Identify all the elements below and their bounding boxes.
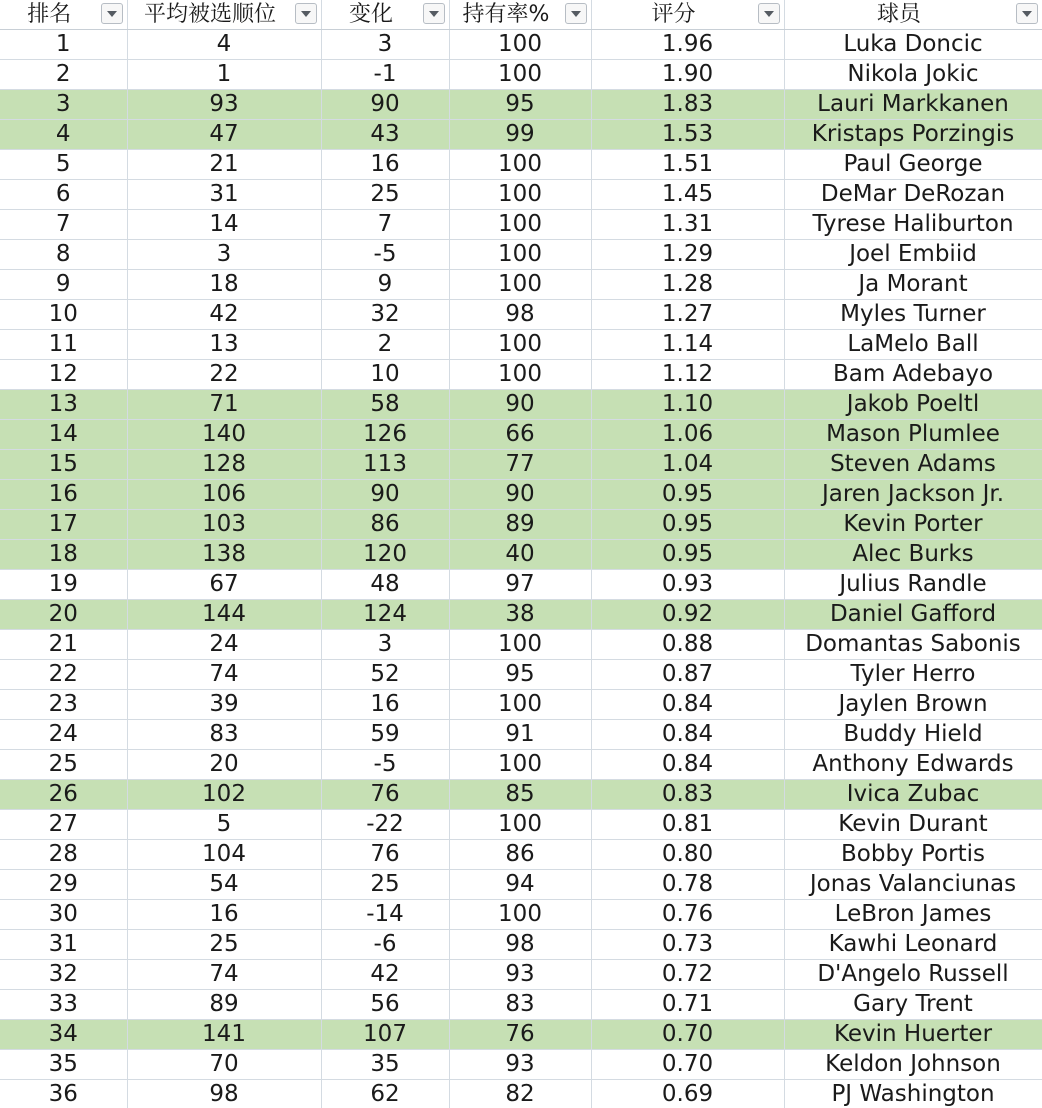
cell-change[interactable]: 2: [321, 330, 449, 360]
cell-avg-pick[interactable]: 31: [127, 180, 321, 210]
cell-rating[interactable]: 0.73: [591, 930, 784, 960]
table-row[interactable]: [0, 510, 1042, 540]
cell-player[interactable]: Paul George: [784, 150, 1042, 180]
table-row[interactable]: [0, 1020, 1042, 1050]
cell-rank[interactable]: 35: [0, 1050, 127, 1080]
table-row[interactable]: [0, 990, 1042, 1020]
table-row[interactable]: [0, 30, 1042, 60]
cell-avg-pick[interactable]: 70: [127, 1050, 321, 1080]
cell-avg-pick[interactable]: 74: [127, 660, 321, 690]
cell-rank[interactable]: 20: [0, 600, 127, 630]
cell-rank[interactable]: 5: [0, 150, 127, 180]
cell-rank[interactable]: 23: [0, 690, 127, 720]
filter-dropdown-button[interactable]: [423, 3, 445, 24]
cell-avg-pick[interactable]: 98: [127, 1080, 321, 1108]
cell-rank[interactable]: 21: [0, 630, 127, 660]
cell-avg-pick[interactable]: 3: [127, 240, 321, 270]
column-header-change[interactable]: [321, 0, 449, 30]
table-row[interactable]: [0, 540, 1042, 570]
cell-rank[interactable]: 4: [0, 120, 127, 150]
cell-ownership[interactable]: 100: [449, 360, 591, 390]
cell-rank[interactable]: 17: [0, 510, 127, 540]
cell-avg-pick[interactable]: 25: [127, 930, 321, 960]
cell-change[interactable]: 126: [321, 420, 449, 450]
cell-player[interactable]: Kevin Huerter: [784, 1020, 1042, 1050]
cell-ownership[interactable]: 98: [449, 930, 591, 960]
cell-rank[interactable]: 34: [0, 1020, 127, 1050]
table-row[interactable]: [0, 1050, 1042, 1080]
cell-ownership[interactable]: 100: [449, 750, 591, 780]
cell-ownership[interactable]: 95: [449, 660, 591, 690]
cell-rating[interactable]: 0.84: [591, 750, 784, 780]
cell-ownership[interactable]: 90: [449, 480, 591, 510]
cell-player[interactable]: Kawhi Leonard: [784, 930, 1042, 960]
cell-rank[interactable]: 30: [0, 900, 127, 930]
cell-ownership[interactable]: 91: [449, 720, 591, 750]
cell-rank[interactable]: 22: [0, 660, 127, 690]
column-header-label: 变化: [348, 2, 393, 27]
cell-ownership[interactable]: 82: [449, 1080, 591, 1108]
cell-rating[interactable]: 0.88: [591, 630, 784, 660]
cell-player[interactable]: Keldon Johnson: [784, 1050, 1042, 1080]
cell-avg-pick[interactable]: 140: [127, 420, 321, 450]
cell-avg-pick[interactable]: 16: [127, 900, 321, 930]
cell-change[interactable]: 43: [321, 120, 449, 150]
dropdown-arrow-icon: [764, 11, 774, 17]
table-row[interactable]: [0, 960, 1042, 990]
cell-rank[interactable]: 1: [0, 30, 127, 60]
cell-rank[interactable]: 7: [0, 210, 127, 240]
table-row[interactable]: [0, 330, 1042, 360]
cell-rating[interactable]: 0.81: [591, 810, 784, 840]
cell-player[interactable]: Jonas Valanciunas: [784, 870, 1042, 900]
cell-avg-pick[interactable]: 1: [127, 60, 321, 90]
table-row[interactable]: [0, 420, 1042, 450]
cell-player[interactable]: Gary Trent: [784, 990, 1042, 1020]
cell-player[interactable]: Luka Doncic: [784, 30, 1042, 60]
cell-change[interactable]: 90: [321, 90, 449, 120]
cell-change[interactable]: 90: [321, 480, 449, 510]
cell-ownership[interactable]: 83: [449, 990, 591, 1020]
column-header-label: 平均被选顺位: [143, 2, 276, 27]
cell-rating[interactable]: 1.14: [591, 330, 784, 360]
table-row[interactable]: [0, 840, 1042, 870]
cell-player[interactable]: Jaylen Brown: [784, 690, 1042, 720]
table-row[interactable]: [0, 630, 1042, 660]
filter-dropdown-button[interactable]: [295, 3, 317, 24]
cell-change[interactable]: 58: [321, 390, 449, 420]
cell-rating[interactable]: 1.04: [591, 450, 784, 480]
cell-ownership[interactable]: 98: [449, 300, 591, 330]
cell-avg-pick[interactable]: 106: [127, 480, 321, 510]
cell-change[interactable]: -22: [321, 810, 449, 840]
cell-ownership[interactable]: 97: [449, 570, 591, 600]
cell-rank[interactable]: 3: [0, 90, 127, 120]
cell-player[interactable]: Ja Morant: [784, 270, 1042, 300]
cell-player[interactable]: Steven Adams: [784, 450, 1042, 480]
cell-rating[interactable]: 0.92: [591, 600, 784, 630]
cell-ownership[interactable]: 38: [449, 600, 591, 630]
cell-avg-pick[interactable]: 21: [127, 150, 321, 180]
table-body: [0, 30, 1042, 1108]
cell-ownership[interactable]: 100: [449, 180, 591, 210]
cell-rating[interactable]: 1.90: [591, 60, 784, 90]
cell-rank[interactable]: 6: [0, 180, 127, 210]
cell-change[interactable]: -5: [321, 750, 449, 780]
cell-avg-pick[interactable]: 102: [127, 780, 321, 810]
table-row[interactable]: [0, 1080, 1042, 1108]
dropdown-arrow-icon: [571, 11, 581, 17]
cell-rank[interactable]: 13: [0, 390, 127, 420]
cell-change[interactable]: 59: [321, 720, 449, 750]
cell-avg-pick[interactable]: 89: [127, 990, 321, 1020]
table-row[interactable]: [0, 300, 1042, 330]
cell-ownership[interactable]: 95: [449, 90, 591, 120]
cell-avg-pick[interactable]: 5: [127, 810, 321, 840]
cell-avg-pick[interactable]: 22: [127, 360, 321, 390]
cell-player[interactable]: Lauri Markkanen: [784, 90, 1042, 120]
cell-ownership[interactable]: 100: [449, 30, 591, 60]
cell-avg-pick[interactable]: 18: [127, 270, 321, 300]
cell-player[interactable]: Tyrese Haliburton: [784, 210, 1042, 240]
column-header-rating[interactable]: [591, 0, 784, 30]
cell-rating[interactable]: 0.76: [591, 900, 784, 930]
cell-change[interactable]: 32: [321, 300, 449, 330]
cell-change[interactable]: 107: [321, 1020, 449, 1050]
cell-rank[interactable]: 16: [0, 480, 127, 510]
cell-avg-pick[interactable]: 54: [127, 870, 321, 900]
column-header-label: 排名: [27, 2, 72, 27]
table-row[interactable]: [0, 750, 1042, 780]
cell-ownership[interactable]: 100: [449, 210, 591, 240]
cell-ownership[interactable]: 100: [449, 630, 591, 660]
cell-rank[interactable]: 36: [0, 1080, 127, 1108]
cell-change[interactable]: 86: [321, 510, 449, 540]
cell-rank[interactable]: 28: [0, 840, 127, 870]
cell-player[interactable]: LeBron James: [784, 900, 1042, 930]
cell-ownership[interactable]: 99: [449, 120, 591, 150]
cell-rating[interactable]: 1.83: [591, 90, 784, 120]
cell-player[interactable]: Tyler Herro: [784, 660, 1042, 690]
cell-player[interactable]: Kevin Durant: [784, 810, 1042, 840]
cell-change[interactable]: 52: [321, 660, 449, 690]
cell-rank[interactable]: 32: [0, 960, 127, 990]
cell-rank[interactable]: 33: [0, 990, 127, 1020]
cell-avg-pick[interactable]: 83: [127, 720, 321, 750]
table-row[interactable]: [0, 180, 1042, 210]
cell-rating[interactable]: 1.45: [591, 180, 784, 210]
cell-rank[interactable]: 9: [0, 270, 127, 300]
cell-rating[interactable]: 1.51: [591, 150, 784, 180]
table-row[interactable]: [0, 780, 1042, 810]
cell-change[interactable]: -5: [321, 240, 449, 270]
cell-avg-pick[interactable]: 144: [127, 600, 321, 630]
cell-change[interactable]: 76: [321, 780, 449, 810]
cell-change[interactable]: 16: [321, 150, 449, 180]
dropdown-arrow-icon: [301, 11, 311, 17]
table-row[interactable]: [0, 360, 1042, 390]
cell-rating[interactable]: 0.95: [591, 510, 784, 540]
table-row[interactable]: [0, 120, 1042, 150]
cell-ownership[interactable]: 90: [449, 390, 591, 420]
filter-dropdown-button[interactable]: [101, 3, 123, 24]
cell-avg-pick[interactable]: 47: [127, 120, 321, 150]
table-row[interactable]: [0, 240, 1042, 270]
header-row: [0, 0, 1042, 30]
table-row[interactable]: [0, 930, 1042, 960]
cell-rating[interactable]: 0.83: [591, 780, 784, 810]
cell-ownership[interactable]: 100: [449, 240, 591, 270]
cell-change[interactable]: -14: [321, 900, 449, 930]
cell-rating[interactable]: 1.27: [591, 300, 784, 330]
table-row[interactable]: [0, 90, 1042, 120]
cell-rank[interactable]: 18: [0, 540, 127, 570]
table-row[interactable]: [0, 720, 1042, 750]
cell-change[interactable]: 25: [321, 870, 449, 900]
cell-rank[interactable]: 11: [0, 330, 127, 360]
table-row[interactable]: [0, 150, 1042, 180]
cell-rank[interactable]: 10: [0, 300, 127, 330]
cell-change[interactable]: 48: [321, 570, 449, 600]
cell-ownership[interactable]: 94: [449, 870, 591, 900]
cell-avg-pick[interactable]: 138: [127, 540, 321, 570]
cell-ownership[interactable]: 66: [449, 420, 591, 450]
cell-player[interactable]: Buddy Hield: [784, 720, 1042, 750]
cell-player[interactable]: Anthony Edwards: [784, 750, 1042, 780]
cell-rating[interactable]: 0.78: [591, 870, 784, 900]
table-row[interactable]: [0, 690, 1042, 720]
table-row[interactable]: [0, 480, 1042, 510]
cell-player[interactable]: Kristaps Porzingis: [784, 120, 1042, 150]
cell-rating[interactable]: 1.28: [591, 270, 784, 300]
cell-player[interactable]: Bam Adebayo: [784, 360, 1042, 390]
cell-avg-pick[interactable]: 20: [127, 750, 321, 780]
cell-rating[interactable]: 0.80: [591, 840, 784, 870]
cell-rating[interactable]: 1.12: [591, 360, 784, 390]
cell-player[interactable]: Nikola Jokic: [784, 60, 1042, 90]
cell-change[interactable]: -1: [321, 60, 449, 90]
cell-rank[interactable]: 26: [0, 780, 127, 810]
table-row[interactable]: [0, 900, 1042, 930]
cell-rating[interactable]: 1.06: [591, 420, 784, 450]
cell-player[interactable]: Domantas Sabonis: [784, 630, 1042, 660]
cell-avg-pick[interactable]: 13: [127, 330, 321, 360]
column-header-rank[interactable]: [0, 0, 127, 30]
table-row[interactable]: [0, 570, 1042, 600]
cell-avg-pick[interactable]: 141: [127, 1020, 321, 1050]
cell-ownership[interactable]: 100: [449, 330, 591, 360]
table-row[interactable]: [0, 870, 1042, 900]
cell-change[interactable]: 113: [321, 450, 449, 480]
cell-change[interactable]: 124: [321, 600, 449, 630]
cell-ownership[interactable]: 100: [449, 900, 591, 930]
cell-ownership[interactable]: 100: [449, 690, 591, 720]
column-header-label: 球员: [876, 2, 921, 27]
cell-rank[interactable]: 15: [0, 450, 127, 480]
cell-change[interactable]: 9: [321, 270, 449, 300]
cell-rating[interactable]: 0.70: [591, 1020, 784, 1050]
table-row[interactable]: [0, 810, 1042, 840]
cell-ownership[interactable]: 40: [449, 540, 591, 570]
cell-rating[interactable]: 0.69: [591, 1080, 784, 1108]
cell-ownership[interactable]: 100: [449, 270, 591, 300]
cell-player[interactable]: Bobby Portis: [784, 840, 1042, 870]
cell-rank[interactable]: 29: [0, 870, 127, 900]
column-header-ownership[interactable]: [449, 0, 591, 30]
cell-player[interactable]: Daniel Gafford: [784, 600, 1042, 630]
cell-rating[interactable]: 1.10: [591, 390, 784, 420]
cell-avg-pick[interactable]: 103: [127, 510, 321, 540]
table-row[interactable]: [0, 210, 1042, 240]
dropdown-arrow-icon: [1022, 11, 1032, 17]
cell-player[interactable]: D'Angelo Russell: [784, 960, 1042, 990]
cell-rating[interactable]: 0.95: [591, 480, 784, 510]
cell-player[interactable]: PJ Washington: [784, 1080, 1042, 1108]
cell-rating[interactable]: 1.96: [591, 30, 784, 60]
cell-player[interactable]: Jaren Jackson Jr.: [784, 480, 1042, 510]
cell-rating[interactable]: 0.95: [591, 540, 784, 570]
cell-player[interactable]: Alec Burks: [784, 540, 1042, 570]
cell-player[interactable]: DeMar DeRozan: [784, 180, 1042, 210]
cell-rating[interactable]: 0.84: [591, 690, 784, 720]
cell-rating[interactable]: 0.70: [591, 1050, 784, 1080]
column-header-label: 评分: [651, 2, 696, 27]
cell-change[interactable]: 3: [321, 30, 449, 60]
cell-rating[interactable]: 1.29: [591, 240, 784, 270]
table-row[interactable]: [0, 60, 1042, 90]
cell-ownership[interactable]: 89: [449, 510, 591, 540]
table-row[interactable]: [0, 600, 1042, 630]
cell-avg-pick[interactable]: 74: [127, 960, 321, 990]
cell-change[interactable]: 62: [321, 1080, 449, 1108]
cell-player[interactable]: Joel Embiid: [784, 240, 1042, 270]
cell-player[interactable]: Julius Randle: [784, 570, 1042, 600]
cell-rating[interactable]: 0.93: [591, 570, 784, 600]
cell-avg-pick[interactable]: 93: [127, 90, 321, 120]
cell-rank[interactable]: 27: [0, 810, 127, 840]
cell-rating[interactable]: 0.87: [591, 660, 784, 690]
cell-avg-pick[interactable]: 71: [127, 390, 321, 420]
cell-rank[interactable]: 31: [0, 930, 127, 960]
table-row[interactable]: [0, 270, 1042, 300]
cell-rank[interactable]: 12: [0, 360, 127, 390]
cell-rating[interactable]: 0.84: [591, 720, 784, 750]
cell-avg-pick[interactable]: 104: [127, 840, 321, 870]
cell-player[interactable]: Mason Plumlee: [784, 420, 1042, 450]
filter-dropdown-button[interactable]: [1016, 3, 1038, 24]
column-header-avg-pick[interactable]: [127, 0, 321, 30]
cell-rating[interactable]: 1.53: [591, 120, 784, 150]
table-row[interactable]: [0, 450, 1042, 480]
cell-ownership[interactable]: 100: [449, 150, 591, 180]
table-row[interactable]: [0, 390, 1042, 420]
cell-change[interactable]: 35: [321, 1050, 449, 1080]
cell-ownership[interactable]: 100: [449, 60, 591, 90]
cell-avg-pick[interactable]: 67: [127, 570, 321, 600]
cell-change[interactable]: 3: [321, 630, 449, 660]
column-header-player[interactable]: [784, 0, 1042, 30]
cell-change[interactable]: 56: [321, 990, 449, 1020]
cell-avg-pick[interactable]: 24: [127, 630, 321, 660]
filter-dropdown-button[interactable]: [565, 3, 587, 24]
cell-ownership[interactable]: 76: [449, 1020, 591, 1050]
cell-ownership[interactable]: 85: [449, 780, 591, 810]
cell-change[interactable]: 7: [321, 210, 449, 240]
cell-change[interactable]: 25: [321, 180, 449, 210]
cell-rank[interactable]: 8: [0, 240, 127, 270]
dropdown-arrow-icon: [429, 11, 439, 17]
cell-ownership[interactable]: 100: [449, 810, 591, 840]
cell-change[interactable]: -6: [321, 930, 449, 960]
cell-avg-pick[interactable]: 42: [127, 300, 321, 330]
cell-ownership[interactable]: 93: [449, 1050, 591, 1080]
cell-change[interactable]: 16: [321, 690, 449, 720]
cell-rating[interactable]: 0.72: [591, 960, 784, 990]
cell-player[interactable]: Kevin Porter: [784, 510, 1042, 540]
cell-avg-pick[interactable]: 4: [127, 30, 321, 60]
cell-player[interactable]: Jakob Poeltl: [784, 390, 1042, 420]
cell-avg-pick[interactable]: 128: [127, 450, 321, 480]
cell-change[interactable]: 76: [321, 840, 449, 870]
filter-dropdown-button[interactable]: [758, 3, 780, 24]
cell-avg-pick[interactable]: 39: [127, 690, 321, 720]
cell-ownership[interactable]: 77: [449, 450, 591, 480]
cell-rank[interactable]: 24: [0, 720, 127, 750]
column-header-label: 持有率%: [462, 2, 550, 27]
cell-rank[interactable]: 25: [0, 750, 127, 780]
cell-change[interactable]: 120: [321, 540, 449, 570]
table-row[interactable]: [0, 660, 1042, 690]
cell-change[interactable]: 10: [321, 360, 449, 390]
cell-avg-pick[interactable]: 14: [127, 210, 321, 240]
cell-player[interactable]: Myles Turner: [784, 300, 1042, 330]
cell-rank[interactable]: 19: [0, 570, 127, 600]
cell-change[interactable]: 42: [321, 960, 449, 990]
cell-ownership[interactable]: 86: [449, 840, 591, 870]
dropdown-arrow-icon: [107, 11, 117, 17]
cell-rank[interactable]: 14: [0, 420, 127, 450]
cell-player[interactable]: LaMelo Ball: [784, 330, 1042, 360]
cell-rank[interactable]: 2: [0, 60, 127, 90]
cell-player[interactable]: Ivica Zubac: [784, 780, 1042, 810]
cell-rating[interactable]: 0.71: [591, 990, 784, 1020]
cell-ownership[interactable]: 93: [449, 960, 591, 990]
cell-rating[interactable]: 1.31: [591, 210, 784, 240]
